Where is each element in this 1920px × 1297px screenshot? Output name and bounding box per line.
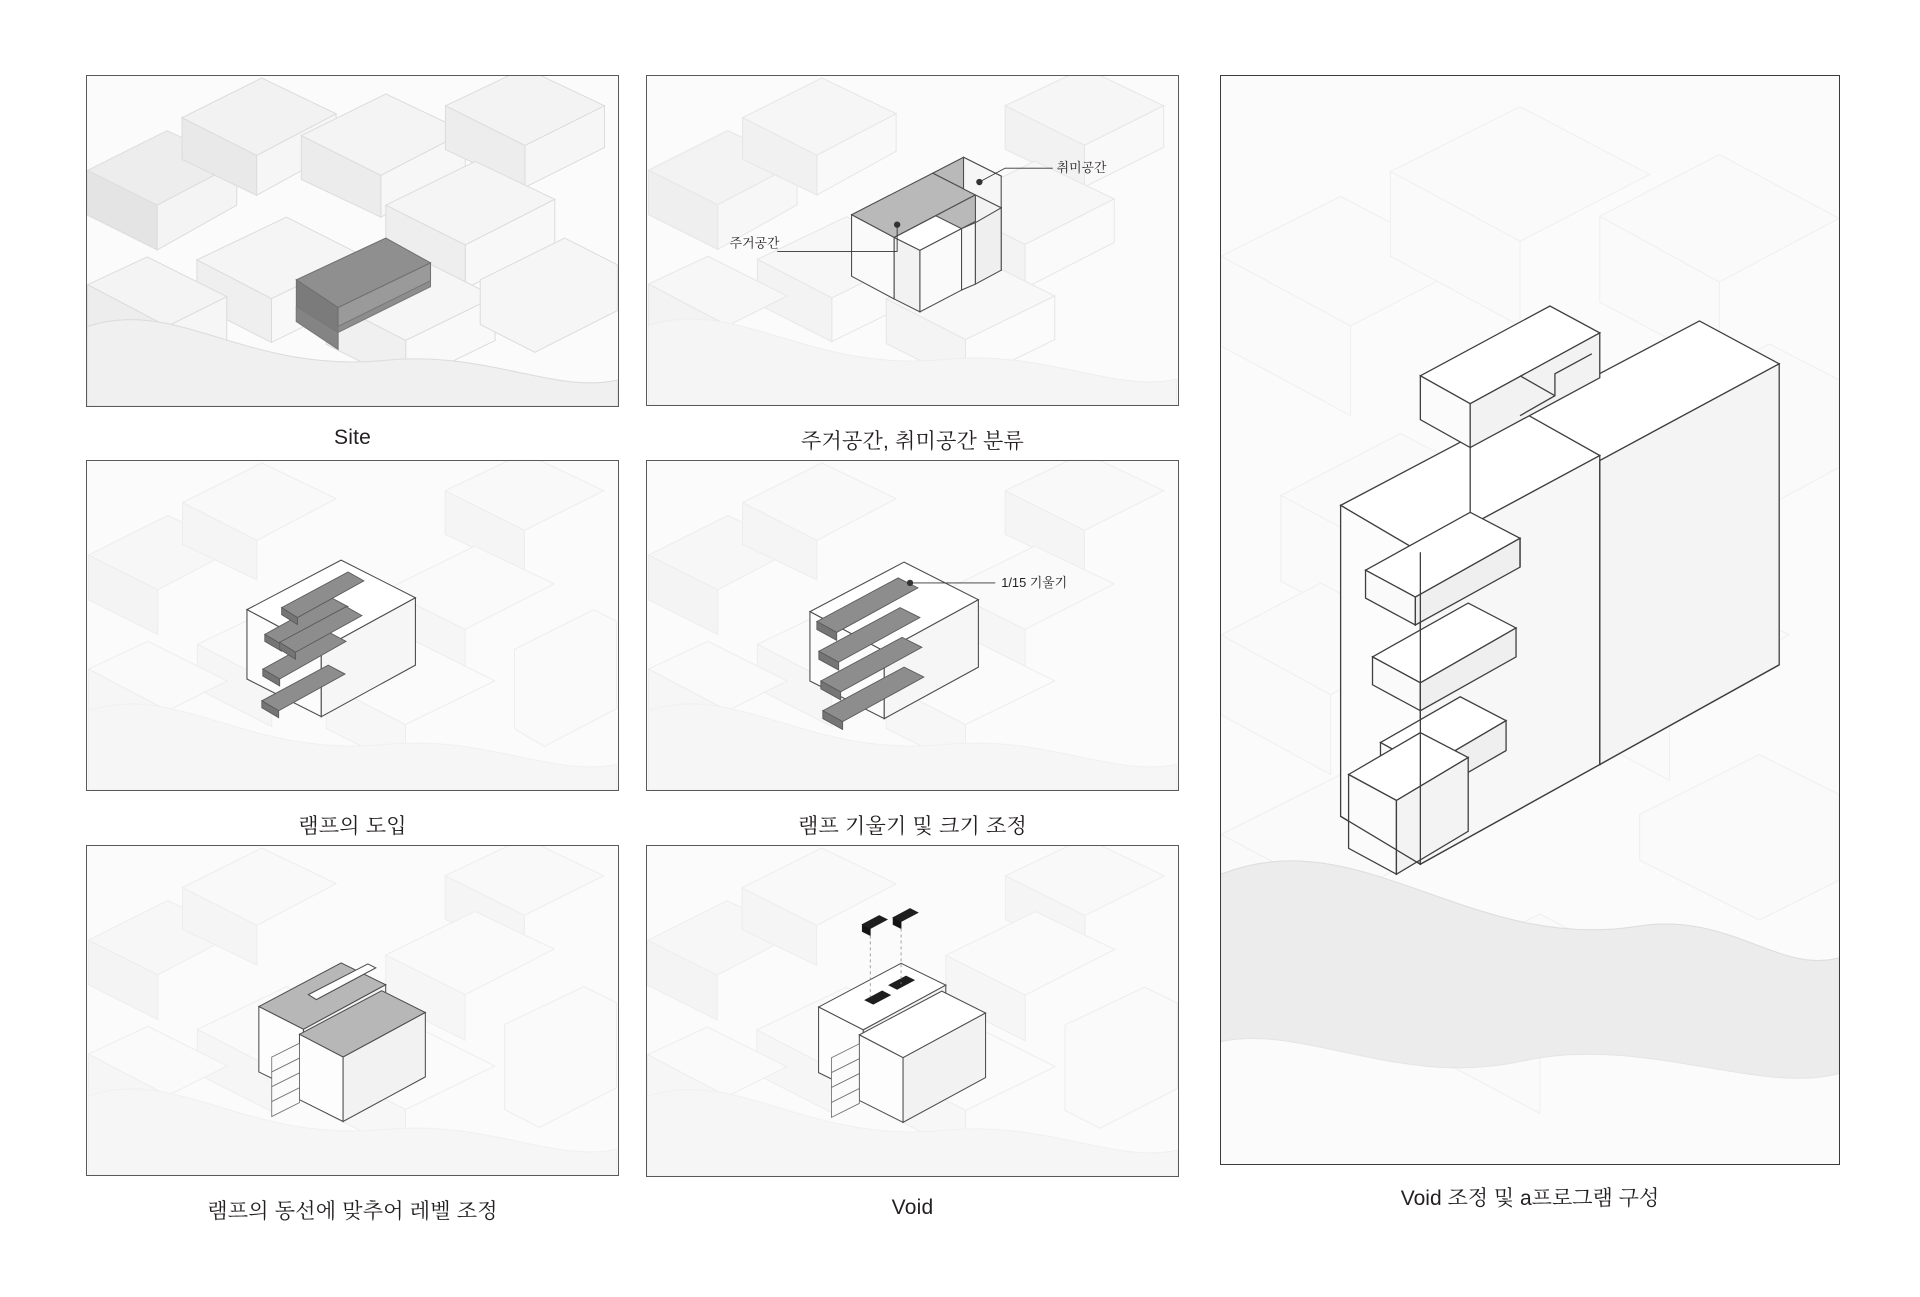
panel-ramp-slope — [645, 460, 1180, 840]
panel-level-adjust-caption: 램프의 동선에 맞추어 레벨 조정 — [207, 1200, 498, 1223]
panel-void-frame — [646, 845, 1179, 1177]
site-illustration — [87, 76, 618, 406]
panel-program-split-frame — [646, 75, 1179, 406]
void-extracted — [862, 909, 918, 936]
ramp-intro-illustration — [87, 461, 618, 790]
void-illustration — [647, 846, 1178, 1176]
program-split-illustration — [647, 76, 1178, 405]
panel-program-split-caption: 주거공간, 취미공간 분류 — [801, 430, 1024, 453]
annotation-slope-label: 1/15 기울기 — [1001, 574, 1068, 590]
main-panel-caption: Void 조정 및 a프로그램 구성 — [1400, 1187, 1660, 1210]
panel-site-caption: Site — [334, 426, 371, 449]
annotation-residential-label: 주거공간 — [729, 235, 780, 251]
panel-level-adjust-frame — [86, 845, 619, 1176]
panel-void-caption: Void — [891, 1196, 934, 1219]
panel-site-frame — [86, 75, 619, 407]
diagram-grid — [85, 75, 1180, 1223]
panel-ramp-intro-frame — [86, 460, 619, 791]
final-massing-illustration — [1221, 76, 1839, 1164]
panel-void — [645, 845, 1180, 1225]
annotation-hobby-label: 취미공간 — [1056, 160, 1107, 176]
panel-ramp-slope-frame — [646, 460, 1179, 791]
panel-site — [85, 75, 620, 455]
main-panel — [1220, 75, 1840, 1220]
panel-program-split — [645, 75, 1180, 455]
panel-level-adjust — [85, 845, 620, 1225]
main-panel-frame — [1220, 75, 1840, 1165]
level-adjust-illustration — [87, 846, 618, 1175]
panel-ramp-slope-caption: 램프 기울기 및 크기 조정 — [798, 815, 1027, 838]
ramp-slope-illustration — [647, 461, 1178, 790]
panel-ramp-intro — [85, 460, 620, 840]
panel-ramp-intro-caption: 램프의 도입 — [298, 815, 407, 838]
